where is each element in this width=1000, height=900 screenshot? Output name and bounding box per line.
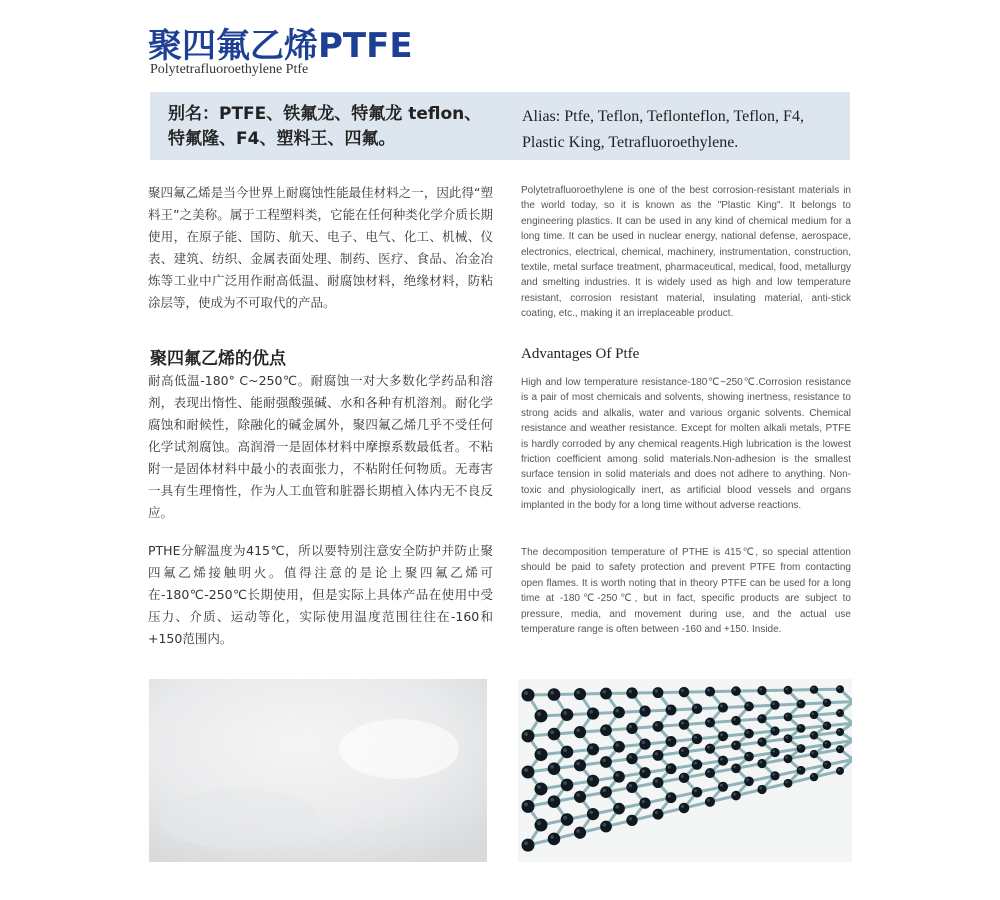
alias-cn-text: 别名：PTFE、铁氟龙、特氟龙 teflon、特氟隆、F4、塑料王、四氟。 — [168, 104, 482, 149]
intro-cn-paragraph: 聚四氟乙烯是当今世界上耐腐蚀性能最佳材料之一，因此得“塑料王”之美称。属于工程塑料类，它能在任何种类化学介质长期使用，在原子能、国防、航天、电子、电气、化工、机械、仪表、建筑、纺织、金属表面处理、制药、医疗、食品、冶金冶炼等工业中广泛用作耐高低温、耐腐蚀材料，绝缘材料，防粘涂层等，使成为不可取代的产品。 — [148, 185, 493, 310]
advantages-en-heading: Advantages Of Ptfe — [521, 346, 640, 362]
alias-en-text: Alias: Ptfe, Teflon, Teflonteflon, Teflon, F4, Plastic King, Tetrafluoroethylene. — [522, 108, 804, 151]
alias-band — [150, 92, 850, 160]
ptfe-powder-image — [149, 679, 487, 862]
nanotube-model-image — [518, 679, 852, 862]
advantages-cn-heading: 聚四氟乙烯的优点 — [150, 349, 286, 369]
advantages-en-paragraph: High and low temperature resistance-180℃~250℃.Corrosion resistance is a pair of most chemicals and solvents, showing inertness, resistance to strong acids and alkalis, water and various organic solvents. Chemical resistance and weather resistance. Except for molten alkali metals, PTFE is hardly corroded by any chemical reagents.High lubrication is the lowest friction coefficient among solid materials.Non-adhesion is the smallest surface tension in solid materials and does not adhere to anything. Non-toxic and physiologically inert, as artificial blood vessels and organs implanted in the body for a long time without adverse reactions. — [521, 377, 851, 512]
decomposition-cn-paragraph: PTHE分解温度为415℃，所以要特别注意安全防护并防止聚四氟乙烯接触明火。值得注意的是论上聚四氟乙烯可在-180℃-250℃长期使用，但是实际上具体产品在使用中受压力、介质、运动等化，实际使用温度范围往往在-160和+150范围内。 — [148, 543, 493, 646]
page-title: 聚四氟乙烯PTFE — [148, 26, 413, 66]
decomposition-en-paragraph: The decomposition temperature of PTHE is 415℃, so special attention should be paid to safety protection and prevent PTFE from contacting open flames. It is worth noting that in theory PTFE can be used for a long time at -180℃-250℃, but in fact, specific products are subject to pressure, media, and movement during use, and the actual use temperature range is often between -160 and +150. Inside. — [521, 547, 851, 636]
advantages-cn-paragraph: 耐高低温-180° C~250℃。耐腐蚀一对大多数化学药品和溶剂，表现出惰性、能耐强酸强碱、水和各种有机溶剂。耐化学腐蚀和耐候性，除融化的碱金属外，聚四氟乙烯几乎不受任何化学试剂腐蚀。高润滑一是固体材料中摩擦系数最低者。不粘附一是固体材料中最小的表面张力，不粘附任何物质。无毒害一具有生理惰性，作为人工血管和脏器长期植入体内无不良反应。 — [148, 373, 493, 520]
page-subtitle: Polytetrafluoroethylene Ptfe — [150, 62, 309, 77]
intro-en-paragraph: Polytetrafluoroethylene is one of the best corrosion-resistant materials in the world today, so it is known as the "Plastic King". It belongs to engineering plastics. It can be used in any kind of chemical medium for a long time. It can be used in nuclear energy, national defense, aerospace, electronics, electrical, chemical, machinery, instrumentation, construction, textile, metal surface treatment, pharmaceutical, medical, food, metallurgy and smelting industries. It is widely used as high and low temperature resistant, corrosion resistant material, insulating material, anti-stick coating, etc., making it an irreplaceable product. — [521, 185, 851, 320]
